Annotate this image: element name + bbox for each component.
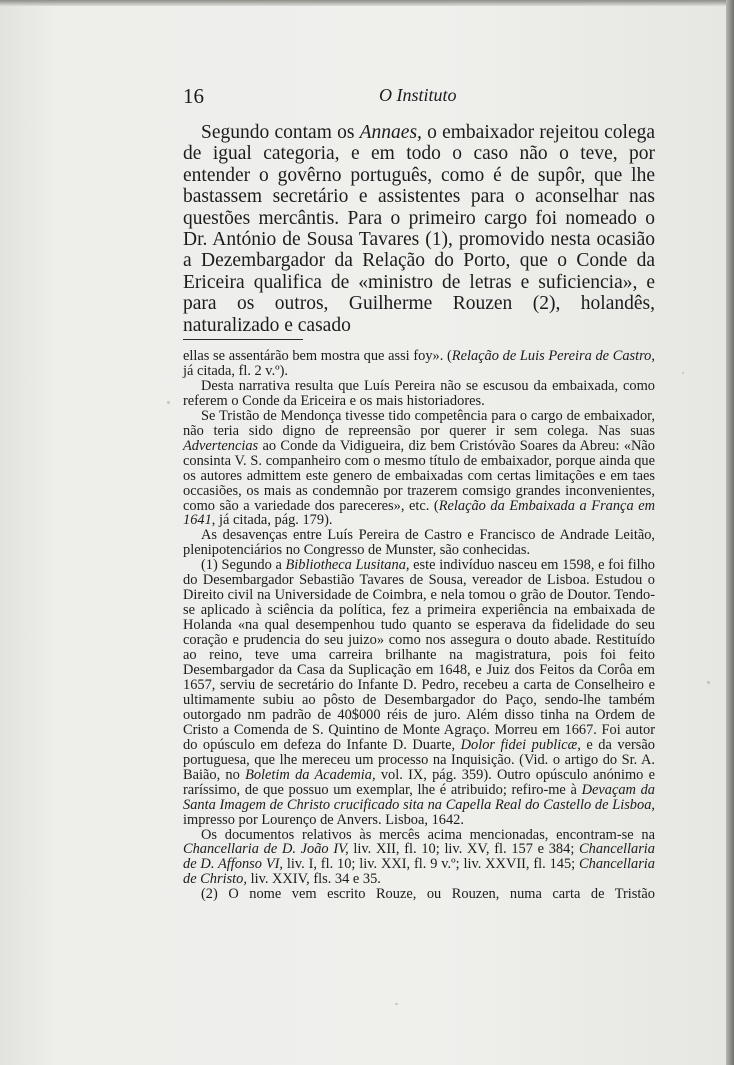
footnote-paragraph: As desavenças entre Luís Pereira de Castro e Francisco de Andrade Leitão, plenipotenciários no Congresso de Munster, são conhecidas.: [183, 527, 655, 559]
footnote-paragraph: Desta narrativa resulta que Luís Pereira não se escusou da embaixada, como referem o Conde da Ericeira e os mais historiadores.: [183, 377, 655, 409]
scan-speck: [682, 372, 684, 374]
main-paragraph: Segundo contam os Annaes, o embaixador rejeitou colega de igual categoria, e em todo o caso não o teve, por entender o govêrno português, como é de supôr, que lhe bastassem secretário e assistentes para o aconselhar nas questões mercântis. Para o primeiro cargo foi nomeado o Dr. António de Sousa Tavares (1), promovido nesta ocasião a Dezembargador da Relação do Porto, que o Conde da Ericeira qualifica de «ministro de letras e suficiencia», e para os outros, Guilherme Rouzen (2), holandês, naturalizado e casado: [183, 122, 656, 336]
page-header: [183, 84, 655, 108]
footnote-paragraph: Se Tristão de Mendonça tivesse tido competência para o cargo de embaixador, não teria sido digno de repreensão por querer ir sem colega. Nas suas Advertencias ao Conde da Vidigueira, diz bem Cristóvão Soares da Abreu: «Não consinta V. S. companheiro com o mesmo título de embaixador, porque ainda que os autores admittem este genero de embaixadas com certas limitações e em taes occasiões, os mais as condemnão por trazerem comsigo grandes inconvenientes, como são a variedade dos pareceres», etc. (Relação da Embaixada a França em 1641, já citada, pág. 179).: [183, 407, 655, 529]
running-title: O Instituto: [379, 85, 457, 105]
page-top-shadow: [0, 0, 734, 6]
page-number: 16: [183, 84, 204, 108]
page-right-edge: [726, 0, 734, 1065]
footnotes: [183, 349, 655, 902]
scan-speck: [167, 401, 170, 404]
scan-speck: [707, 681, 710, 684]
footnote-paragraph: ellas se assentárão bem mostra que assi foy». (Relação de Luis Pereira de Castro, já citada, fl. 2 v.º).: [183, 348, 655, 379]
footnote-separator: [183, 339, 303, 340]
main-body-text: [183, 122, 655, 336]
footnote-paragraph: (2) O nome vem escrito Rouze, ou Rouzen, numa carta de Tristão: [201, 886, 655, 903]
scan-speck: [395, 1003, 398, 1005]
footnote-paragraph: Os documentos relativos às mercês acima mencionadas, encontram-se na Chancellaria de D. João IV, liv. XII, fl. 10; liv. XV, fl. 157 e 384; Chancellaria de D. Affonso VI, liv. I, fl. 10; liv. XXI, fl. 9 v.º; liv. XXVII, fl. 145; Chancellaria de Christo, liv. XXIV, fls. 34 e 35.: [183, 826, 655, 888]
footnote-paragraph: (1) Segundo a Bibliotheca Lusitana, este indivíduo nasceu em 1598, e foi filho do Desembargador Sebastião Tavares de Sousa, vereador de Lisboa. Estudou o Direito civil na Universidade de Coimbra, e nela tomou o grão de Doutor. Tendo-se aplicado à sciência da política, fez a primeira experiência na embaixada de Holanda «na qual desempenhou tudo quanto se esperava da fidelidade do seu coração e prudencia do seu juizo» como nos assegura o douto abade. Restituído ao reino, teve uma carreira brilhante na magistratura, pois foi feito Desembargador da Casa da Suplicação em 1648, e Juiz dos Feitos da Corôa em 1657, serviu de secretário do Infante D. Pedro, recebeu a carta de Conselheiro e ultimamente subiu ao pôsto de Desembargador do Paço, sendo-lhe também outorgado nm padrão de 40$000 réis de juro. Além disso tinha na Ordem de Cristo a Comenda de S. Quintino de Monte Agraço. Morreu em 1667. Foi autor do opúsculo em defeza do Infante D. Duarte, Dolor fidei publicæ, e da versão portuguesa, que lhe mereceu um processo na Inquisição. (Vid. o artigo do Sr. A. Baião, no Boletim da Academia, vol. IX, pág. 359). Outro opúsculo anónimo e raríssimo, de que possuo um exemplar, lhe é atribuido; refiro-me à Devaçam da Santa Imagem de Christo crucificado sita na Capella Real do Castello de Lisboa, impresso por Lourenço de Anvers. Lisboa, 1642.: [183, 557, 655, 828]
